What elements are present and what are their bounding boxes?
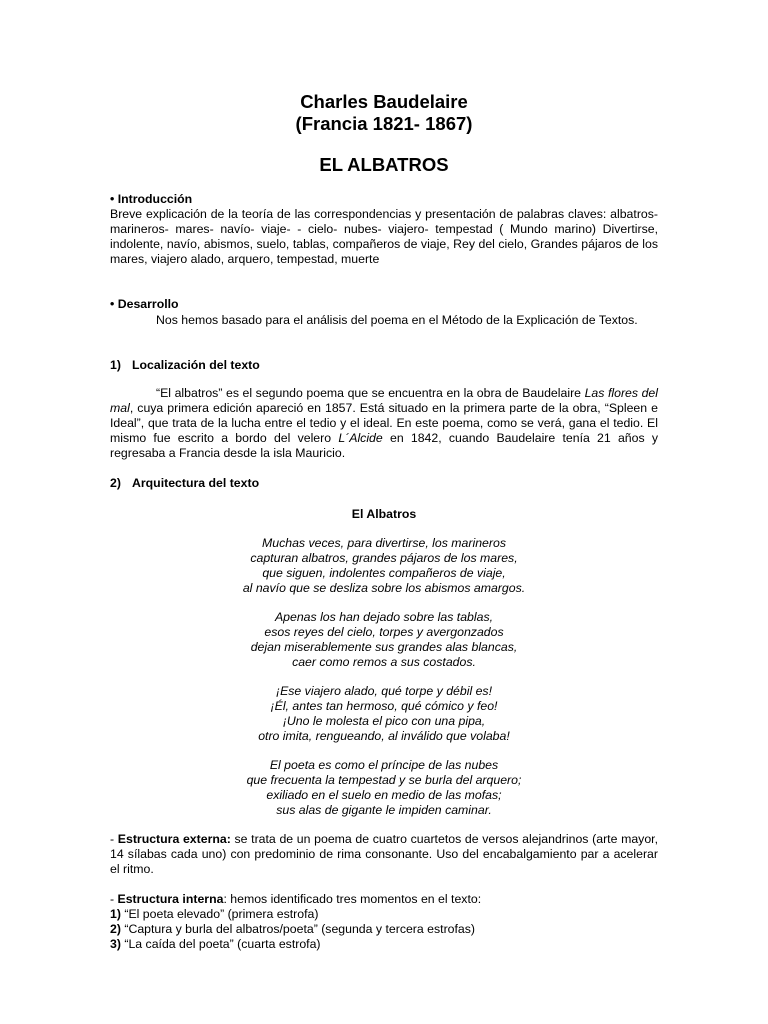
work-title: Las flores del mal <box>110 386 659 415</box>
section1-number: 1) <box>110 358 121 372</box>
section1-paragraph <box>110 386 658 461</box>
moment-text: “Captura y burla del albatros/poeta” (segunda y tercera estrofas) <box>120 922 475 936</box>
section1-heading <box>110 358 658 373</box>
poem-verse: al navío que se desliza sobre los abismos amargos. <box>242 581 526 595</box>
poem-verse: exiliado en el suelo en medio de las mofas; <box>266 788 502 802</box>
poem-title: El Albatros <box>351 507 417 521</box>
poem-verse: capturan albatros, grandes pájaros de los mares, <box>250 551 518 565</box>
poem-verse: caer como remos a sus costados. <box>292 655 476 669</box>
estructura-interna-paragraph <box>110 892 658 907</box>
poem-verse: El poeta es como el príncipe de las nubes <box>269 758 499 772</box>
poem-stanza <box>110 536 658 596</box>
externa-label: Estructura externa: <box>117 832 231 846</box>
poem-stanza <box>110 610 658 670</box>
poem-verse: que frecuenta la tempestad y se burla del arquero; <box>246 773 522 787</box>
interna-label: Estructura interna <box>117 892 224 906</box>
intro-heading: • Introducción <box>110 192 193 206</box>
poem-verse: dejan miserablemente sus grandes alas blancas, <box>250 640 518 654</box>
moment-item <box>110 937 658 952</box>
intro-paragraph: Breve explicación de la teoría de las correspondencias y presentación de palabras claves: albatros- marineros- mares- navío- viaje- - cielo- nubes- viajero- tempestad ( Mundo marino) Divertirse, indolente, navío, abismos, suelo, tablas, compañeros de viaje, Rey del cielo, Grandes pájaros de los mares, viajero alado, arquero, tempestad, muerte <box>110 207 658 266</box>
poem-verse: sus alas de gigante le impiden caminar. <box>276 803 492 817</box>
ship-name: L´Alcide <box>338 431 383 445</box>
moment-number: 3) <box>110 937 121 951</box>
poem-stanza <box>110 684 658 744</box>
interna-dash: - <box>110 892 118 906</box>
poem-verse: ¡Ese viajero alado, qué torpe y débil es! <box>275 684 492 698</box>
poem-verse: Apenas los han dejado sobre las tablas, <box>274 610 494 624</box>
document-title: EL ALBATROS <box>319 154 449 175</box>
section1-text-b: , cuya primera edición apareció en 1857. Está situado en la primera parte de la obra, “Spleen e Ideal”, que trata de la lucha entre el tedio y el ideal. En este poema, como se verá, gana el tedio. El mismo fue escrito a bordo del velero <box>110 401 658 445</box>
section1-text-a: “El albatros” es el segundo poema que se encuentra en la obra de Baudelaire <box>156 386 585 400</box>
estructura-externa-paragraph <box>110 832 658 877</box>
poem-verse: ¡Él, antes tan hermoso, qué cómico y feo! <box>270 699 498 713</box>
author-dates: (Francia 1821- 1867) <box>295 113 473 134</box>
moment-item <box>110 907 658 922</box>
moment-text: “La caída del poeta” (cuarta estrofa) <box>120 937 321 951</box>
poem-verse: que siguen, indolentes compañeros de viaje, <box>262 566 506 580</box>
moment-number: 1) <box>110 907 121 921</box>
poem-verse: esos reyes del cielo, torpes y avergonzados <box>264 625 504 639</box>
externa-dash: - <box>110 832 118 846</box>
section2-heading <box>110 476 658 491</box>
externa-text: se trata de un poema de cuatro cuartetos de versos alejandrinos (arte mayor, 14 sílabas cada uno) con predominio de rima consonante. Uso del encabalgamiento par a acelerar el ritmo. <box>110 832 659 876</box>
author-name: Charles Baudelaire <box>300 91 468 112</box>
poem-verse: otro imita, rengueando, al inválido que volaba! <box>258 729 510 743</box>
moment-text: “El poeta elevado” (primera estrofa) <box>120 907 319 921</box>
poem-verse: ¡Uno le molesta el pico con una pipa, <box>282 714 486 728</box>
poem-verse: Muchas veces, para divertirse, los marineros <box>262 536 506 550</box>
section2-title: Arquitectura del texto <box>132 476 260 490</box>
interna-text: : hemos identificado tres momentos en el texto: <box>223 892 482 906</box>
moment-item <box>110 922 658 937</box>
moment-number: 2) <box>110 922 121 936</box>
section1-text-c: en 1842, cuando Baudelaire tenía 21 años y regresaba a Francia desde la isla Mauricio. <box>110 431 658 460</box>
section2-number: 2) <box>110 476 121 490</box>
section1-title: Localización del texto <box>132 358 260 372</box>
desarrollo-heading: • Desarrollo <box>110 297 179 311</box>
poem-stanza <box>110 758 658 818</box>
desarrollo-paragraph: Nos hemos basado para el análisis del poema en el Método de la Explicación de Textos. <box>156 313 638 327</box>
